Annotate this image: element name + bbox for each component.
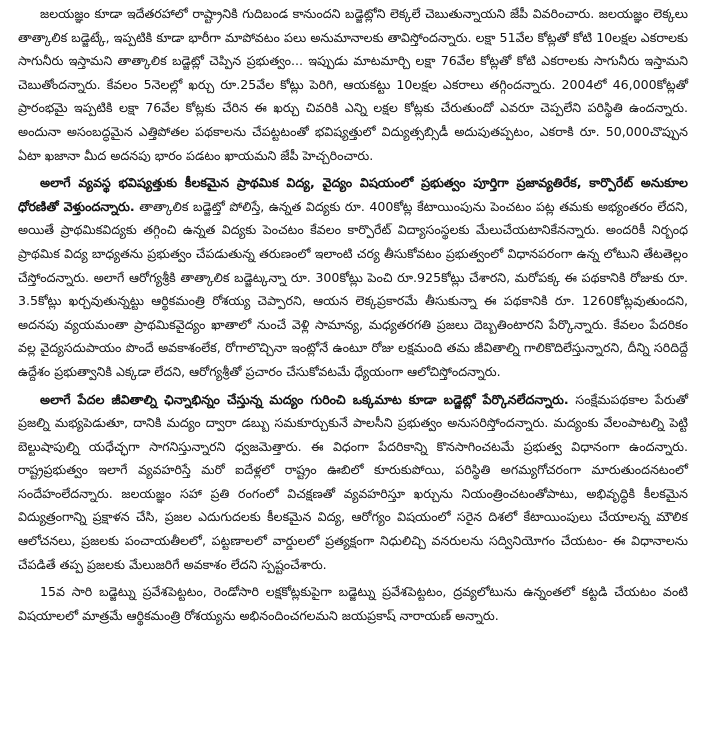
paragraph-body: 15వ సారి బడ్జెట్ను ప్రవేశపెట్టటం, రెండోసారి లక్షకోట్లకుపైగా బడ్జెట్ను ప్రవేశపెట్టటం, ద్రవ్యలోటును ఉన్నంతలో కట్టడి చేయటం వంటి విషయాలలో మాత్రమే ఆర్థికమంత్రి రోశయ్యను అభినందించగలమని జయప్రకాష్ నారాయణ్ అన్నారు. [18,584,688,623]
paragraph-budget-praise [18,580,688,627]
paragraph-lead: అలాగే పేదల జీవితాల్ని ఛిన్నాభిన్నం చేస్తున్న మద్యం గురించి ఒక్కమాట కూడా బడ్జెట్లో పేర్కొనలేదన్నారు. [40,391,569,407]
paragraph-body: సంక్షేమపథకాల పేరుతో ప్రజల్ని మభ్యపెడుతూ, దానికి మద్యం ద్వారా డబ్బు సమకూర్చుకునే పాలసీని ప్రభుత్వం అనుసరిస్తోందన్నారు. మద్యంకు వేలంపాటల్ని పెట్టి బెల్టుషాపుల్ని యధేచ్ఛగా సాగనిస్తున్నారని ధ్వజమెత్తారు. ఈ విధంగా పేదరికాన్ని కొనసాగించటమే ప్రభుత్వ విధానంగా ఉందన్నారు. రాష్ట్రప్రభుత్వం ఇలాగే వ్యవహరిస్తే మరో ఐదేళ్లలో రాష్ట్రం ఊబిలో కూరుకుపోయి, పరిస్థితి అగమ్యగోచరంగా మారుతుందనటంలో సందేహంలేదన్నారు. జలయజ్ఞం సహా ప్రతి రంగంలో విచక్షణతో వ్యవహరిస్తూ ఖర్చును నియంత్రించటంతోపాటు, అభివృద్ధికి కీలకమైన విద్యుత్రంగాన్ని ప్రక్షాళన చేసి, ప్రజల ఎదుగుదలకు కీలకమైన విద్య, ఆరోగ్యం విషయంలో సరైన దిశలో కేటాయింపులు చేయాలన్న మౌలిక ఆలోచనలు, ప్రజలకు పంచాయతీలలో, పట్టణాలలో వార్డులలో ప్రత్యక్షంగా నిధులిచ్చి వనరులను సద్వినియోగం చేయటం- ఈ విధానాలను చేపడితే తప్ప ప్రజలకు మేలుజరిగే అవకాశం లేదని స్పష్టంచేశారు. [18,391,688,572]
paragraph-jalayagnam [18,2,688,167]
paragraph-education-health [18,171,688,383]
paragraph-body: తాత్కాలిక బడ్జెట్తో పోలిస్తే, ఉన్నత విద్యకు రూ. 400కోట్ల కేటాయింపును పెంచటం పట్ల తమకు అభ్యంతరం లేదని, అయితే ప్రాథమికవిద్యకు తగ్గించి ఉన్నత విద్యకు పెంచటం కేవలం కార్పొరేట్ విద్యాసంస్థలకు మేలుచేయటానికేనన్నారు. అందరికీ నిర్బంధ ప్రాథమిక విద్య బాధ్యతను ప్రభుత్వం చేపడుతున్న తరుణంలో ఇలాంటి చర్య తీసుకోవటం ప్రభుత్వంలో విధానపరంగా ఉన్న లోటుని తేటతెల్లం చేస్తోందన్నారు. అలాగే ఆరోగ్యశ్రీకి తాత్కాలిక బడ్జెట్కన్నా రూ. 300కోట్లు పెంచి రూ.925కోట్లు చేశారని, మరోపక్క ఈ పథకానికి రోజుకు రూ. 3.5కోట్లు ఖర్చవుతున్నట్టు ఆర్థికమంత్రి రోశయ్య చెప్పారని, ఆయన లెక్కప్రకారమే తీసుకున్నా ఈ పథకానికి రూ. 1260కోట్లవుతుందని, అదనపు వ్యయమంతా ప్రాథమికవైద్యం ఖాతాలో నుంచే వెళ్లి సామాన్య, మధ్యతరగతి ప్రజలు దెబ్బతింటారని పేర్కొన్నారు. కేవలం పేదరికం వల్ల వైద్యసదుపాయం పొందే అవకాశంలేక, రోగాలొచ్చినా ఇంట్లోనే ఉంటూ రోజు లక్షమంది తమ జీవితాల్ని గాలికొదిలేస్తున్నారని, దీన్ని సరిదిద్దే ఉద్దేశం ప్రభుత్వానికి ఎక్కడా లేదని, ఆరోగ్యశ్రీతో ప్రచారం చేసుకోవటమే ధ్యేయంగా ఆలోచిస్తోందన్నారు. [18,198,688,379]
paragraph-lead: అలాగే వ్యవస్థ భవిష్యత్తుకు కీలకమైన ప్రాథమిక విద్య, వైద్యం విషయంలో ప్రభుత్వం పూర్తిగా ప్రజావ్యతిరేక, కార్పొరేట్ అనుకూల ధోరణితో వెళ్తుందన్నారు. [18,175,688,214]
paragraph-liquor-policy [18,388,688,577]
paragraph-body: జలయజ్ఞం కూడా ఇదేతరహాలో రాష్ట్రానికి గుదిబండ కానుందని బడ్జెట్లోని లెక్కలే చెబుతున్నాయని జేపీ వివరించారు. జలయజ్ఞం లెక్కలు తాత్కాలిక బడ్జెట్కే, ఇప్పటికి కూడా భారీగా మాపోవటం పలు అనుమానాలకు తావిస్తోందన్నారు. లక్షా 51వేల కోట్లతో కోటి 10లక్షల ఎకరాలకు సాగునీరు ఇస్తామని తాత్కాలిక బడ్జెట్లో చెప్పిన ప్రభుత్వం... ఇప్పుడు మాటమార్చి లక్షా 76వేల కోట్లతో కోటి ఎకరాలకు సాగునీరు ఇస్తామని చెబుతోందన్నారు. కేవలం 5నెలల్లో ఖర్చు రూ.25వేల కోట్లు పెరిగి, ఆయకట్టు 10లక్షల ఎకరాలు తగ్గిందన్నారు. 2004లో 46,000కోట్లతో ప్రారంభమై ఇప్పటికి లక్షా 76వేల కోట్లకు చేరిన ఈ ఖర్చు చివరికి ఎన్ని లక్షల కోట్లకు చేరుతుందో ఎవరూ చెప్పలేని పరిస్థితి ఉందన్నారు. అందునా అసంబద్ధమైన ఎత్తిపోతల పథకాలను చేపట్టటంతో భవిష్యత్తులో విద్యుత్సబ్సిడీ అదుపుతప్పటం, ఎకరాకి రూ. 50,000చొప్పున ఏటా ఖజానా మీద అదనపు భారం పడటం ఖాయమని జేపీ హెచ్చరించారు. [18,6,688,163]
